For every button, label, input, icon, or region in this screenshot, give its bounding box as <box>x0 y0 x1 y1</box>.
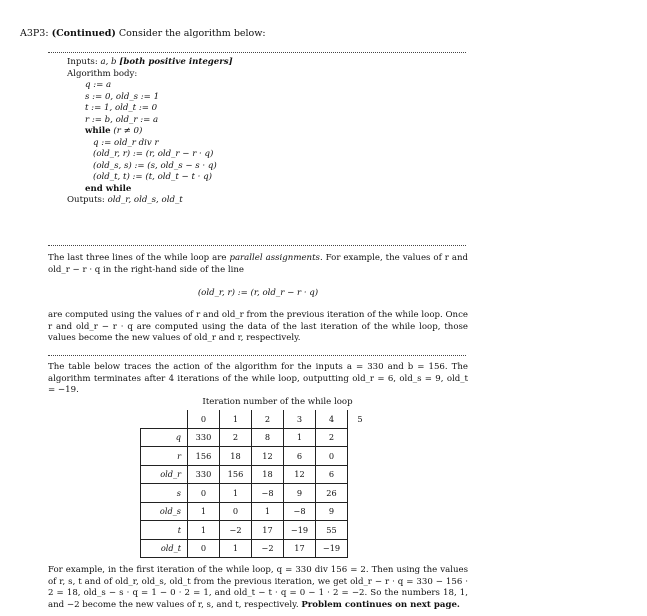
table-cell: 2 <box>316 428 348 447</box>
table-column: 3 <box>284 410 316 428</box>
table-cell: 0 <box>316 447 348 466</box>
table-cell: 55 <box>316 521 348 540</box>
table-cell: 2 <box>220 428 252 447</box>
table-cell: 0 <box>220 502 252 521</box>
table-cell: −2 <box>252 539 284 558</box>
algorithm-inputs: Inputs: a, b [both positive integers] <box>67 57 233 67</box>
explanation-paragraph: are computed using the values of r and old_r from the previous iteration of the while loop. Once r and old_r − r · q are computed using the data of the last iteration of the while loop, those values become the new values of old_r and r, respectively. <box>48 310 468 344</box>
table-cell: −8 <box>252 484 284 503</box>
table-cell: 156 <box>220 465 252 484</box>
table-cell: 8 <box>252 428 284 447</box>
table-row-label: s <box>141 484 188 503</box>
table-cell: −19 <box>316 539 348 558</box>
algorithm-loop-line: q := old_r div r <box>93 137 159 148</box>
continues-note: Problem continues on next page. <box>301 599 460 610</box>
table-cell: 330 <box>188 465 220 484</box>
table-cell: 17 <box>252 521 284 540</box>
table-cell: 1 <box>188 502 220 521</box>
table-cell: 26 <box>316 484 348 503</box>
table-cell: −19 <box>284 521 316 540</box>
parallel-paragraph: The last three lines of the while loop are parallel assignments. For example, the values of r and old_r − r · q in the right-hand side of the line <box>48 253 468 275</box>
trace-table <box>140 410 372 558</box>
example-paragraph: For example, in the first iteration of the while loop, q = 330 div 156 = 2. Then using the values of r, s, t and of old_r, old_s, old_t from the previous iteration, we get old_r − r · q = 330 − 156 · 2 = 18, old_s − s · q = 1 − 0 · 2 = 1, and old_t − t · q = 0 − 1 · 2 = −2. So the numbers 18, 1, and −2 become the new values of r, s, and t, respectively. Problem continues on next page. <box>48 565 468 610</box>
table-cell: 9 <box>316 502 348 521</box>
formula: (old_r, r) := (r, old_r − r · q) <box>197 288 319 298</box>
table-cell: 12 <box>252 447 284 466</box>
table-row <box>141 521 373 540</box>
table-row <box>141 502 373 521</box>
algorithm-line: s := 0, old_s := 1 <box>85 91 160 102</box>
table-cell: 17 <box>284 539 316 558</box>
table-column: 1 <box>220 410 252 428</box>
table-cell: 1 <box>220 539 252 558</box>
table-column: 5 <box>348 410 373 428</box>
algorithm-body-label: Algorithm body: <box>67 68 138 79</box>
table-row-label: q <box>141 428 188 447</box>
algorithm-loop-line: (old_t, t) := (t, old_t − t · q) <box>93 172 212 182</box>
algorithm-end-while: end while <box>85 183 132 194</box>
table-cell: 1 <box>284 428 316 447</box>
table-row-label: t <box>141 521 188 540</box>
table-cell: 1 <box>252 502 284 521</box>
table-cell: 330 <box>188 428 220 447</box>
divider <box>48 52 466 53</box>
divider <box>48 245 466 246</box>
table-cell: 6 <box>316 465 348 484</box>
algorithm-line: t := 1, old_t := 0 <box>85 103 158 113</box>
table-column: 4 <box>316 410 348 428</box>
table-cell: 1 <box>220 484 252 503</box>
table-row <box>141 428 373 447</box>
table-row <box>141 484 373 503</box>
table-cell: 0 <box>188 484 220 503</box>
algorithm-while: while (r ≠ 0) <box>85 126 143 136</box>
table-cell: 1 <box>188 521 220 540</box>
table-column: 2 <box>252 410 284 428</box>
problem-intro: Consider the algorithm below: <box>118 28 266 39</box>
table-row <box>141 447 373 466</box>
table-row-label: old_t <box>141 539 188 558</box>
table-cell: −8 <box>284 502 316 521</box>
table-row <box>141 539 373 558</box>
table-cell: 6 <box>284 447 316 466</box>
trace-intro-paragraph: The table below traces the action of the algorithm for the inputs a = 330 and b = 156. The algorithm terminates after 4 iterations of the while loop, outputting old_r = 6, old_s = 9, old_t = −19. <box>48 362 468 396</box>
algorithm-line: r := b, old_r := a <box>85 114 159 125</box>
table-row-label: r <box>141 447 188 466</box>
table-row <box>141 465 373 484</box>
algorithm-outputs: Outputs: old_r, old_s, old_t <box>67 195 183 205</box>
problem-continued: (Continued) <box>51 28 116 39</box>
table-row-label: old_s <box>141 502 188 521</box>
divider <box>48 355 466 356</box>
algorithm-loop-line: (old_r, r) := (r, old_r − r · q) <box>93 149 214 159</box>
table-column: 0 <box>188 410 220 428</box>
algorithm-loop-line: (old_s, s) := (s, old_s − s · q) <box>93 160 217 171</box>
table-row-label: old_r <box>141 465 188 484</box>
table-header: Iteration number of the while loop <box>202 397 353 407</box>
problem-heading <box>20 28 266 39</box>
table-cell: 18 <box>220 447 252 466</box>
table-cell: −2 <box>220 521 252 540</box>
table-cell: 0 <box>188 539 220 558</box>
problem-label: A3P3: <box>20 28 49 39</box>
table-column-row <box>141 410 373 428</box>
table-cell: 156 <box>188 447 220 466</box>
table-cell: 9 <box>284 484 316 503</box>
table-cell: 12 <box>284 465 316 484</box>
algorithm-line: q := a <box>85 80 112 90</box>
table-cell: 18 <box>252 465 284 484</box>
algorithm-box <box>67 57 233 207</box>
